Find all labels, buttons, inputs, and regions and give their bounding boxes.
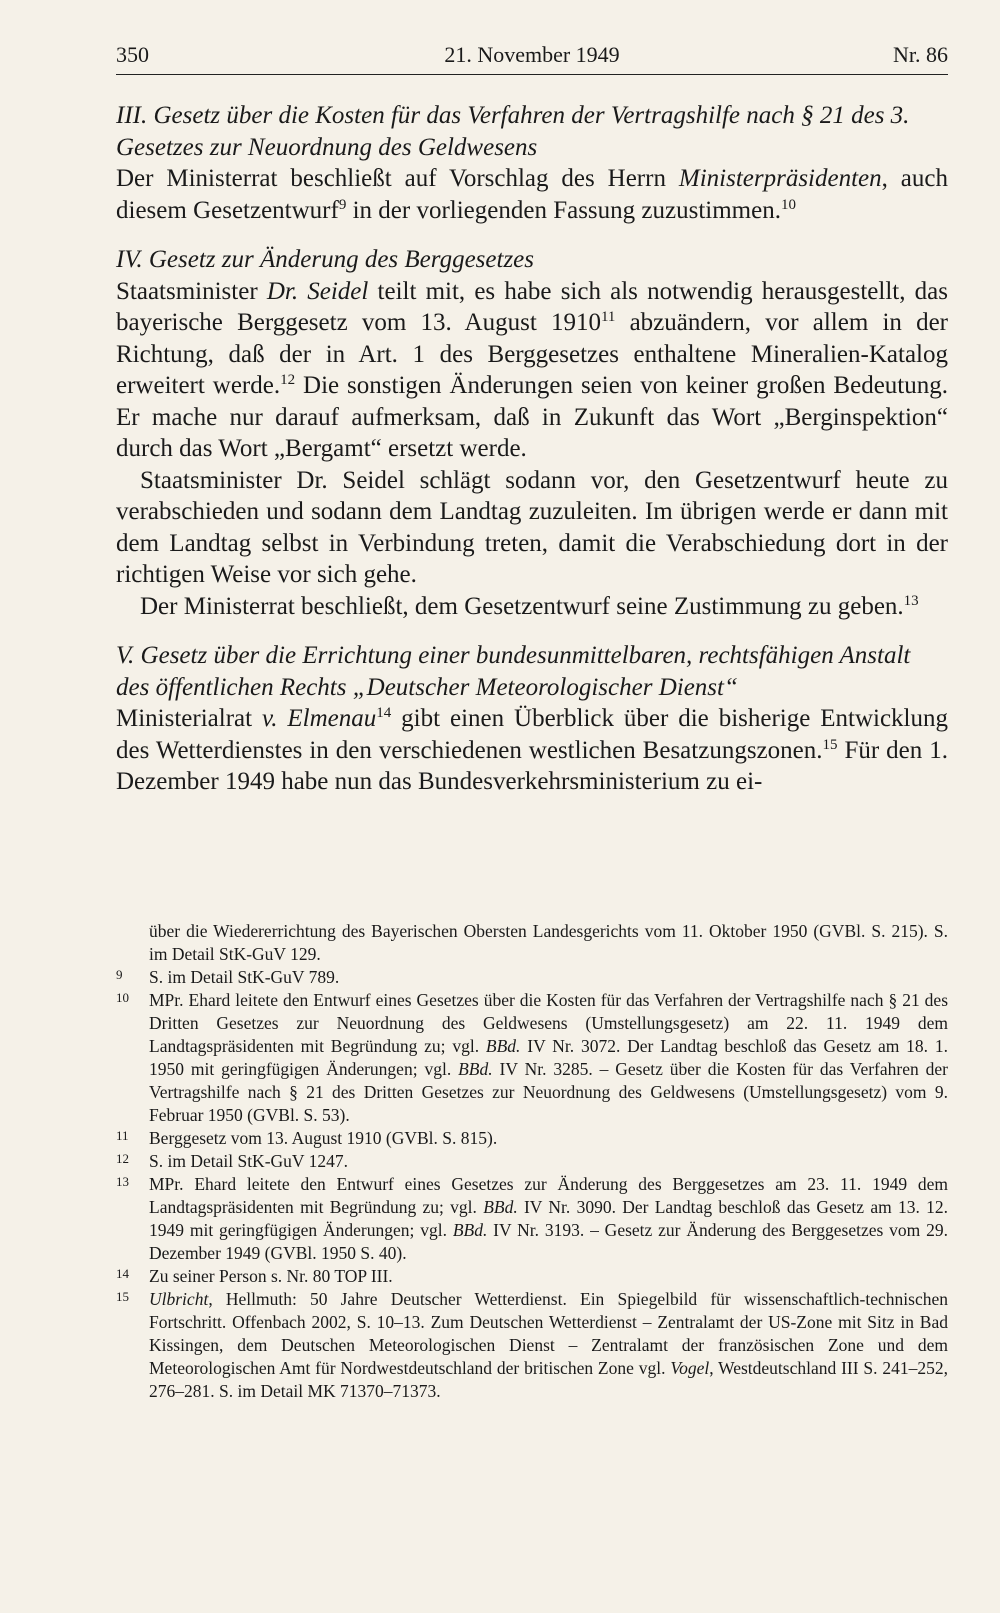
footnote-10: [116, 989, 948, 1127]
text-run: Der Ministerrat beschließt auf Vorschlag des Herrn: [116, 165, 679, 192]
paragraph: [116, 591, 948, 623]
footnote-number: 12: [116, 1151, 129, 1166]
page-number: 350: [116, 42, 149, 67]
footnote-number: 10: [116, 990, 129, 1005]
text-run: in der vorliegenden Fassung zuzustimmen.: [346, 196, 781, 224]
footnote-ref[interactable]: 15: [822, 736, 838, 753]
footnote-number: 15: [116, 1289, 129, 1304]
text-run: Für den 1. Dezember 1949 habe nun das Bundesverkehrsministerium zu ei-: [116, 736, 948, 795]
footnote-number: 11: [116, 1128, 129, 1143]
section-heading-iv: IV. Gesetz zur Änderung des Berggesetzes: [116, 246, 534, 273]
text-run: teilt mit, es habe sich als notwendig herausgestellt, das bayerische Berggesetz vom 13. August 1910: [116, 277, 948, 336]
main-text: [116, 100, 948, 798]
header-date: 21. November 1949: [444, 42, 620, 67]
footnote-text: IV Nr. 3090. Der Landtag beschloß das Gesetz am 13. 12. 1949 mit geringfügigen Änderungen; vgl.: [149, 1197, 949, 1240]
text-run: Die sonstigen Änderungen seien von keiner großen Bedeutung. Er mache nur darauf aufmerksam, daß in Zukunft das Wort „Berginspektion“ durch das Wort „Bergamt“ ersetzt werde.: [116, 372, 948, 462]
footnote-text: S. im Detail StK-GuV 789.: [149, 967, 340, 987]
author-name: Vogel: [670, 1358, 710, 1378]
footnote-ref[interactable]: 10: [780, 196, 796, 213]
section-heading-iii: III. Gesetz über die Kosten für das Verfahren der Vertragshilfe nach § 21 des 3. Gesetzes zur Neuordnung des Geldwesens: [116, 102, 910, 161]
text-run: Der Ministerrat beschließt, dem Gesetzentwurf seine Zustimmung zu geben.: [140, 592, 904, 620]
footnote-text: Zu seiner Person s. Nr. 80 TOP III.: [149, 1266, 393, 1286]
citation-abbrev: BBd.: [483, 1197, 518, 1217]
footnote-text: MPr. Ehard leitete den Entwurf eines Gesetzes über die Kosten für das Verfahren der Vertragshilfe nach § 21 des Dritten Gesetzes zur Neuordnung des Geldwesens (Umstellungsgesetz) am 22. 11. 1949 dem Landtagspräsidenten mit Begründung zu; vgl.: [149, 990, 948, 1056]
paragraph: Staatsminister Dr. Seidel schlägt sodann vor, den Gesetzentwurf heute zu verabschieden und sodann dem Landtag zuzuleiten. Im übrigen werde er dann mit dem Landtag selbst in Verbindung treten, damit die Verabschiedung dort in der richtigen Weise vor sich gehe.: [116, 466, 948, 588]
citation-abbrev: BBd.: [458, 1059, 493, 1079]
footnote-9: [116, 966, 948, 989]
footnote-ref[interactable]: 9: [338, 196, 347, 213]
footnote-ref[interactable]: 11: [600, 309, 616, 325]
footnote-14: [116, 1265, 948, 1288]
footnote-ref[interactable]: 14: [376, 705, 392, 721]
footnotes: [116, 920, 948, 1403]
footnote-text: IV Nr. 3193. – Gesetz zur Änderung des Berggesetzes vom 29. Dezember 1949 (GVBl. 1950 S. 40).: [149, 1220, 948, 1263]
person-name: v. Elmenau: [261, 705, 377, 732]
issue-number: Nr. 86: [893, 42, 948, 67]
footnote-number: 14: [116, 1266, 129, 1281]
page-header: [116, 40, 948, 75]
footnote-15: [116, 1288, 948, 1403]
footnote-ref[interactable]: 13: [903, 592, 919, 609]
text-run: Staatsminister: [116, 277, 267, 305]
footnote-text: Berggesetz vom 13. August 1910 (GVBl. S. 815).: [149, 1128, 498, 1148]
footnote-text: , Hellmuth: 50 Jahre Deutscher Wetterdienst. Ein Spiegelbild für wissenschaftlich-technischen Fortschritt. Offenbach 2002, S. 10–13. Zum Deutschen Wetterdienst – Zentralamt der US-Zone mit Sitz in Bad Kissingen, dem Deutschen Meteorologischen Dienst – Zentralamt der französischen Zone und dem Meteorologischen Amt für Nordwestdeutschland der britischen Zone vgl.: [149, 1289, 948, 1378]
author-name: Ulbricht: [149, 1289, 209, 1309]
text-run: abzuändern, vor allem in der Richtung, daß der in Art. 1 des Berggesetzes enthaltene Mineralien-Katalog erweitert werde.: [116, 309, 948, 399]
section-heading-v: V. Gesetz über die Errichtung einer bundesunmittelbaren, rechtsfähigen Anstalt des öffentlichen Rechts „Deutscher Meteorologischer Dienst“: [116, 642, 911, 701]
footnote-number: 9: [116, 967, 123, 982]
text-run: gibt einen Überblick über die bisherige Entwicklung des Wetterdienstes in den verschiedenen westlichen Besatzungszonen.: [116, 705, 948, 764]
paragraph: [116, 703, 948, 798]
footnote-text: IV Nr. 3072. Der Landtag beschloß das Gesetz am 18. 1. 1950 mit geringfügigen Änderungen; vgl.: [149, 1036, 949, 1079]
text-run: , auch diesem Gesetzentwurf: [116, 165, 948, 224]
footnote-text: IV Nr. 3285. – Gesetz über die Kosten für das Verfahren der Vertragshilfe nach § 21 des Dritten Gesetzes zur Neuordnung des Geldwesens (Umstellungsgesetz) vom 9. Februar 1950 (GVBl. S. 53).: [149, 1059, 948, 1125]
footnote-13: [116, 1173, 948, 1265]
footnote-text: , Westdeutschland III S. 241–252, 276–281. S. im Detail MK 71370–71373.: [149, 1358, 948, 1401]
person-name: Ministerpräsidenten: [678, 165, 882, 192]
footnote-continuation: über die Wiedererrichtung des Bayerischen Obersten Landesgerichts vom 11. Oktober 1950 (GVBl. S. 215). S. im Detail StK-GuV 129.: [149, 921, 948, 964]
citation-abbrev: BBd.: [485, 1036, 521, 1056]
footnote-ref[interactable]: 12: [280, 372, 296, 388]
footnote-11: [116, 1127, 948, 1150]
person-name: Dr. Seidel: [266, 277, 369, 305]
text-run: Ministerialrat: [116, 705, 262, 732]
paragraph: [116, 163, 948, 226]
footnote-12: [116, 1150, 948, 1173]
paragraph: [116, 276, 948, 465]
footnote-text: MPr. Ehard leitete den Entwurf eines Gesetzes zur Änderung des Berggesetzes am 23. 11. 1949 dem Landtagspräsidenten mit Begründung zu; vgl.: [149, 1174, 948, 1217]
footnote-number: 13: [116, 1174, 129, 1189]
citation-abbrev: BBd.: [452, 1220, 488, 1240]
footnote-text: S. im Detail StK-GuV 1247.: [149, 1151, 348, 1171]
